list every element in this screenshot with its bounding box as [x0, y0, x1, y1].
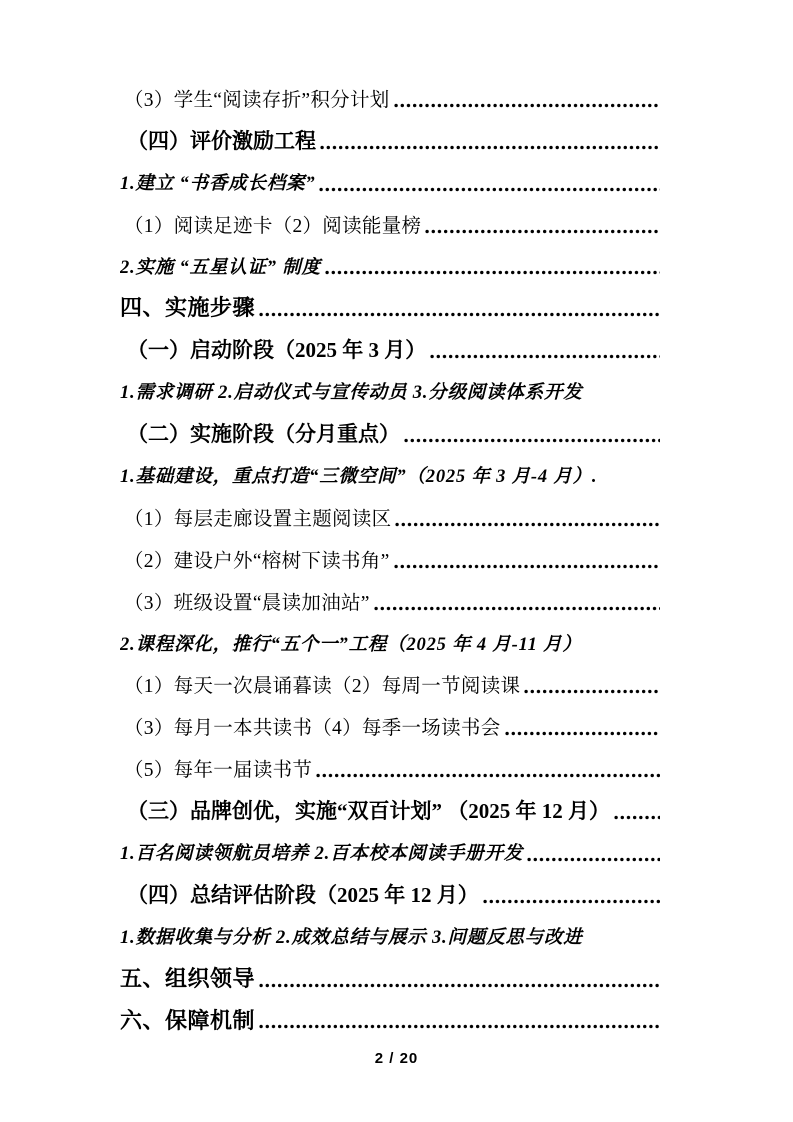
toc-entry-text: （一）启动阶段（2025 年 3 月）: [127, 338, 427, 363]
toc-entry-text: 2.课程深化，推行“五个一”工程（2025 年 4 月-11 月）: [120, 634, 582, 655]
toc-entry[interactable]: [120, 279, 660, 321]
dot-leader: [258, 983, 660, 988]
dot-leader: [482, 899, 660, 904]
toc-entry[interactable]: [120, 321, 660, 363]
dot-leader: [319, 145, 660, 150]
page-number: 2 / 20: [374, 1050, 419, 1067]
toc-entry[interactable]: [120, 782, 660, 824]
toc-entry[interactable]: [120, 950, 660, 992]
toc-entry[interactable]: [120, 112, 660, 154]
dot-leader: [324, 270, 660, 275]
toc-entry[interactable]: [120, 573, 660, 615]
dot-leader: [373, 606, 660, 611]
toc-entry-text: （3）每月一本共读书（4）每季一场读书会: [124, 718, 501, 740]
toc-entry[interactable]: [120, 866, 660, 908]
toc-entry-text: 2.实施 “五星认证” 制度: [120, 257, 321, 278]
toc-entry-text: 1.基础建设，重点打造“三微空间”（2025 年 3 月-4 月）.: [120, 467, 598, 488]
dot-leader: [403, 438, 660, 443]
toc-entry[interactable]: [120, 363, 660, 405]
toc-entry[interactable]: [120, 615, 660, 657]
dot-leader: [526, 857, 660, 862]
toc-entry-text: 1.数据收集与分析 2.成效总结与展示 3.问题反思与改进: [120, 927, 583, 948]
toc-entry[interactable]: [120, 698, 660, 740]
toc-entry-text: （四）评价激励工程: [127, 129, 316, 154]
toc-entry[interactable]: [120, 992, 660, 1034]
dot-leader: [258, 312, 660, 317]
toc-entry-text: （三）品牌创优，实施“双百计划” （2025 年 12 月）: [127, 799, 610, 824]
dot-leader: [523, 689, 660, 694]
dot-leader: [393, 564, 660, 569]
toc-entry-text: （二）实施阶段（分月重点）: [127, 422, 400, 447]
toc-entry-text: （1）阅读足迹卡（2）阅读能量榜: [124, 215, 422, 237]
toc-entry[interactable]: [120, 70, 660, 112]
dot-leader: [613, 815, 660, 820]
dot-leader: [393, 103, 660, 108]
toc-entry[interactable]: [120, 196, 660, 238]
dot-leader: [429, 354, 660, 359]
toc-entry-text: （1）每天一次晨诵暮读（2）每周一节阅读课: [124, 676, 521, 698]
dot-leader: [315, 773, 660, 778]
toc-entry[interactable]: [120, 656, 660, 698]
toc-entry[interactable]: [120, 447, 660, 489]
dot-leader: [504, 731, 660, 736]
toc-entry[interactable]: [120, 405, 660, 447]
toc-entry-text: （1）每层走廊设置主题阅读区: [124, 508, 392, 530]
toc-entry[interactable]: [120, 154, 660, 196]
toc-entry-text: （3）班级设置“晨读加油站”: [124, 592, 370, 614]
toc-entry[interactable]: [120, 238, 660, 280]
toc-entry[interactable]: [120, 824, 660, 866]
toc-entry[interactable]: [120, 908, 660, 950]
toc-entry-text: 六、保障机制: [120, 1007, 256, 1033]
dot-leader: [394, 522, 660, 527]
toc-entry[interactable]: [120, 489, 660, 531]
toc-entry[interactable]: [120, 740, 660, 782]
toc-list: [120, 70, 660, 1033]
toc-entry-text: （3）学生“阅读存折”积分计划: [124, 89, 390, 111]
dot-leader: [258, 1024, 660, 1029]
toc-entry-text: （四）总结评估阶段（2025 年 12 月）: [127, 883, 479, 908]
toc-entry[interactable]: [120, 531, 660, 573]
toc-entry-text: （5）每年一届读书节: [124, 760, 313, 782]
toc-entry-text: 四、实施步骤: [120, 295, 256, 321]
toc-entry-text: 五、组织领导: [120, 965, 256, 991]
toc-entry-text: （2）建设户外“榕树下读书角”: [124, 550, 390, 572]
toc-entry-text: 1.需求调研 2.启动仪式与宣传动员 3.分级阅读体系开发: [120, 383, 583, 404]
dot-leader: [318, 187, 660, 192]
toc-entry-text: 1.建立 “书香成长档案”: [120, 173, 316, 194]
toc-entry-text: 1.百名阅读领航员培养 2.百本校本阅读手册开发: [120, 844, 524, 865]
dot-leader: [424, 229, 660, 234]
